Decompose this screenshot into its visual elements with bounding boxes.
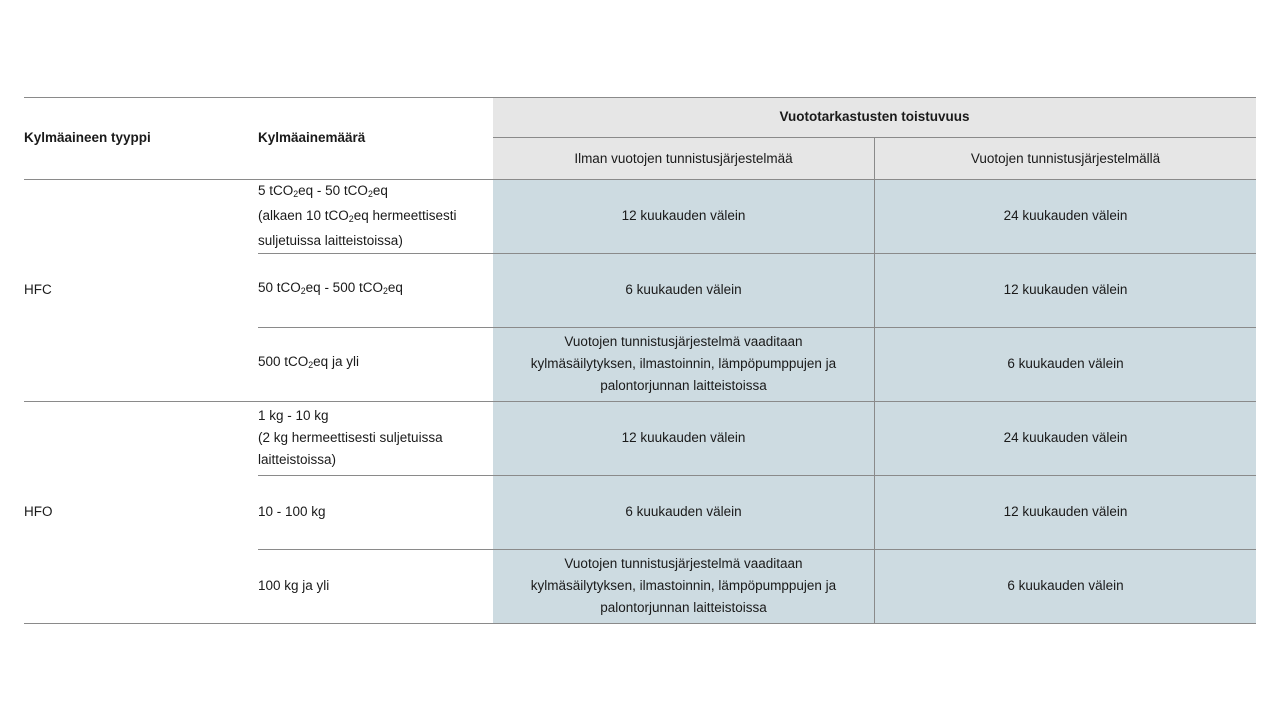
header-refrigerant-amount: Kylmäainemäärä: [258, 130, 366, 145]
refrigerant-amount-text: [258, 575, 329, 597]
inspection-frequency-table: [24, 97, 1256, 623]
requirement-line: Vuotojen tunnistusjärjestelmä vaaditaan: [564, 556, 803, 571]
interval-without-detection: 12 kuukauden välein: [621, 208, 746, 223]
amount-line: laitteistoissa): [258, 452, 337, 467]
refrigerant-type-hfo: HFO: [24, 504, 53, 519]
refrigerant-amount-cell: [258, 179, 493, 253]
interval-with-detection: 6 kuukauden välein: [1007, 356, 1124, 371]
interval-with-detection: 24 kuukauden välein: [1003, 208, 1128, 223]
interval-without-detection: 12 kuukauden välein: [621, 430, 746, 445]
requirement-line: Vuotojen tunnistusjärjestelmä vaaditaan: [564, 334, 803, 349]
header-without-detection: Ilman vuotojen tunnistusjärjestelmää: [574, 150, 793, 166]
interval-with-detection: 24 kuukauden välein: [1003, 430, 1128, 445]
interval-without-detection: [493, 549, 874, 623]
table-bottom-rule: [24, 623, 1256, 624]
refrigerant-amount-text: [258, 351, 359, 376]
interval-without-detection: 6 kuukauden välein: [625, 282, 742, 297]
requirement-note: [531, 331, 836, 397]
interval-with-detection: 12 kuukauden välein: [1003, 504, 1128, 519]
header-refrigerant-type: Kylmäaineen tyyppi: [24, 130, 151, 145]
refrigerant-amount-cell: [258, 253, 493, 327]
requirement-note: [531, 553, 836, 619]
interval-with-detection: 6 kuukauden välein: [1007, 578, 1124, 593]
refrigerant-amount-cell: [258, 475, 493, 549]
amount-line: (2 kg hermeettisesti suljetuissa: [258, 430, 443, 445]
amount-line: 500 tCO$_2$eq ja yli: [258, 354, 359, 371]
requirement-line: palontorjunnan laitteistoissa: [600, 600, 767, 615]
refrigerant-amount-cell: [258, 327, 493, 401]
refrigerant-amount-cell: [258, 549, 493, 623]
header-with-detection: Vuotojen tunnistusjärjestelmällä: [970, 150, 1161, 166]
amount-line: 100 kg ja yli: [258, 578, 330, 593]
interval-with-detection: 12 kuukauden välein: [1003, 282, 1128, 297]
amount-line: 50 tCO$_2$eq - 500 tCO$_2$eq: [258, 280, 403, 297]
refrigerant-amount-text: [258, 405, 443, 471]
refrigerant-amount-text: [258, 277, 403, 302]
refrigerant-amount-text: [258, 180, 457, 252]
header-inspection-frequency: Vuototarkastusten toistuvuus: [779, 109, 970, 124]
amount-line: (alkaen 10 tCO$_2$eq hermeettisesti: [258, 208, 457, 225]
requirement-line: kylmäsäilytyksen, ilmastoinnin, lämpöpumppujen ja: [530, 356, 837, 371]
requirement-line: kylmäsäilytyksen, ilmastoinnin, lämpöpumppujen ja: [530, 578, 837, 593]
amount-line: suljetuissa laitteistoissa): [258, 233, 403, 249]
amount-line: 5 tCO$_2$eq - 50 tCO$_2$eq: [258, 182, 388, 199]
requirement-line: palontorjunnan laitteistoissa: [600, 378, 767, 393]
refrigerant-type-hfc: HFC: [24, 282, 52, 297]
refrigerant-amount-cell: [258, 401, 493, 475]
interval-without-detection: [493, 327, 874, 401]
amount-line: 1 kg - 10 kg: [258, 408, 329, 423]
interval-without-detection: 6 kuukauden välein: [625, 504, 742, 519]
amount-line: 10 - 100 kg: [258, 504, 326, 519]
refrigerant-amount-text: [258, 501, 326, 523]
